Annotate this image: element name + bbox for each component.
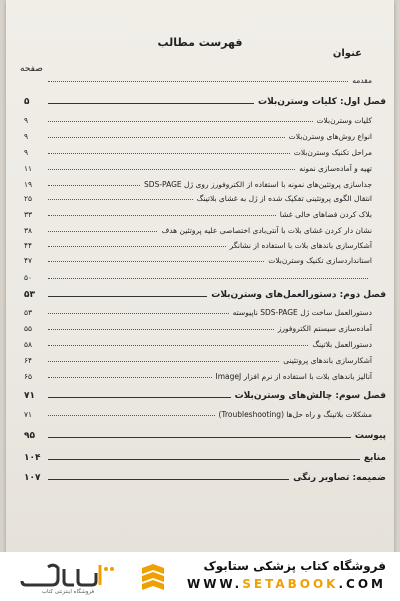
toc-page-number: ۶۵: [24, 372, 33, 381]
toc-page-number: ۳۸: [24, 226, 33, 235]
toc-entry-row: [24, 206, 386, 219]
toc-chapter-row: [24, 450, 386, 463]
dot-leader: [48, 296, 207, 297]
toc-entry-row: [24, 336, 386, 349]
toc-page-number: ۵۳: [24, 290, 35, 300]
dot-leader: [48, 397, 231, 398]
store-url[interactable]: WWW.SETABOOK.COM: [186, 577, 386, 591]
dot-leader: [48, 121, 313, 122]
toc-entry-label: انتقال الگوی پروتئینی تفکیک شده از ژل به غشای بلاتینگ: [196, 194, 372, 203]
toc-entry-row: [24, 222, 386, 235]
toc-page-number: ۹: [24, 148, 29, 157]
toc-page-number: ۵: [24, 97, 30, 107]
dot-leader: [48, 81, 348, 82]
toc-page-number: ۹: [24, 132, 29, 141]
toc-entry-label: پیوست: [354, 431, 386, 441]
dot-leader: [48, 153, 290, 154]
toc-entry-row: [24, 144, 386, 157]
toc-page-number: ۷۱: [24, 410, 33, 419]
dot-leader: [48, 345, 308, 346]
toc-entry-label: انواع روش‌های وسترن‌بلات: [288, 132, 372, 141]
toc-entry-row: [24, 320, 386, 333]
toc-entry-row: [24, 368, 386, 381]
toc-entry-row: [24, 252, 386, 265]
toc-page-number: ۷۱: [24, 391, 35, 401]
toc-page-number: ۵۸: [24, 340, 33, 349]
dot-leader: [48, 169, 295, 170]
toc-entry-row: [24, 304, 386, 317]
toc-entry-label: دستورالعمل ساخت ژل SDS-PAGE ناپیوسته: [232, 308, 372, 317]
toc-entry-label: جداسازی پروتئین‌های نمونه با استفاده از الکتروفورز روی ژل SDS-PAGE: [144, 180, 372, 189]
store-name: فروشگاه کتاب پزشکی ستابوک: [203, 559, 386, 573]
dot-leader: [48, 278, 368, 279]
column-header-title: عنوان: [332, 48, 362, 59]
toc-page-number: ۲۵: [24, 194, 33, 203]
dot-leader: [48, 103, 254, 104]
dot-leader: [48, 137, 285, 138]
toc-entry-label: فصل اول: کلیات وسترن‌بلات: [258, 97, 386, 107]
toc-chapter-row: [24, 470, 386, 483]
dot-leader: [48, 437, 351, 438]
toc-entry-label: منابع: [363, 453, 386, 463]
toc-entry-label: آشکارسازی باندهای بلات با استفاده از نشانگر: [229, 241, 372, 250]
page-title: فهرست مطالب: [157, 36, 243, 49]
toc-entry-label: بلاک کردن فضاهای خالی غشا: [279, 210, 372, 219]
dot-leader: [48, 231, 157, 232]
toc-page-number: ۵۳: [24, 308, 33, 317]
toc-chapter-row: [24, 287, 386, 300]
toc-entry-label: فصل سوم: چالش‌های وسترن‌بلات: [234, 391, 386, 401]
toc-page-number: ۱۹: [24, 180, 33, 189]
toc-entry-row: [24, 176, 386, 189]
toc-entry-label: کلیات وسترن‌بلات: [316, 116, 372, 125]
dot-leader: [48, 185, 140, 186]
toc-entry-row: [24, 128, 386, 141]
toc-entry-label: آماده‌سازی سیستم الکتروفورز: [277, 324, 372, 333]
toc-entry-row: [24, 72, 386, 85]
toc-chapter-row: [24, 94, 386, 107]
toc-entry-label: آشکارسازی باندهای پروتئینی: [283, 356, 372, 365]
toc-entry-row: [24, 237, 386, 250]
toc-entry-row: [24, 112, 386, 125]
toc-page-number: ۵۰: [24, 273, 33, 282]
toc-page-number: ۱۱: [24, 164, 33, 173]
toc-page-number: ۵۵: [24, 324, 33, 333]
toc-entry-row: [24, 352, 386, 365]
dot-leader: [48, 377, 212, 378]
toc-entry-label: آنالیز باندهای بلات با استفاده از نرم افزار ImageJ: [215, 372, 372, 381]
setabook-logo: [18, 559, 118, 595]
dot-leader: [48, 329, 274, 330]
logo-subtitle: فروشگاه اینترنتی کتاب: [41, 589, 95, 595]
toc-entry-label: مراحل تکنیک وسترن‌بلات: [293, 148, 372, 157]
toc-page-number: ۴۴: [24, 241, 33, 250]
book-page: [6, 0, 394, 552]
toc-entry-row: [24, 190, 386, 203]
toc-chapter-row: [24, 388, 386, 401]
toc-entry-label: استانداردسازی تکنیک وسترن‌بلات: [268, 256, 372, 265]
toc-entry-row: [24, 160, 386, 173]
toc-entry-label: مشکلات بلاتینگ و راه حل‌ها (Troubleshooting): [218, 410, 372, 419]
store-footer: [0, 552, 400, 601]
toc-entry-label: ضمیمه: تصاویر رنگی: [293, 473, 386, 483]
dot-leader: [48, 479, 289, 480]
toc-page-number: ۳۳: [24, 210, 33, 219]
toc-page-number: ۴۷: [24, 256, 33, 265]
dot-leader: [48, 459, 360, 460]
toc-page-number: ۱۰۷: [24, 473, 41, 483]
toc-entry-row: [24, 406, 386, 419]
toc-page-number: ۹: [24, 116, 29, 125]
dot-leader: [48, 415, 215, 416]
dot-leader: [48, 361, 279, 362]
toc-entry-label: فصل دوم: دستورالعمل‌های وسترن‌بلات: [211, 290, 386, 300]
dot-leader: [48, 313, 229, 314]
column-header-page: صفحه: [20, 64, 43, 74]
toc-entry-row: [24, 269, 386, 282]
toc-chapter-row: [24, 428, 386, 441]
toc-entry-label: مقدمه: [352, 76, 372, 85]
dot-leader: [48, 261, 264, 262]
toc-entry-label: تهیه و آماده‌سازی نمونه: [299, 164, 372, 173]
toc-page-number: ۶۴: [24, 356, 33, 365]
dot-leader: [48, 215, 276, 216]
dot-leader: [48, 246, 226, 247]
toc-page-number: ۹۵: [24, 431, 35, 441]
dot-leader: [48, 199, 193, 200]
book-icon: [140, 562, 166, 592]
toc-entry-label: نشان دار کردن غشای بلات با آنتی‌بادی اختصاصی علیه پروتئین هدف: [161, 226, 372, 235]
toc-page-number: ۱۰۴: [24, 453, 41, 463]
toc-entry-label: دستورالعمل بلاتینگ: [312, 340, 372, 349]
